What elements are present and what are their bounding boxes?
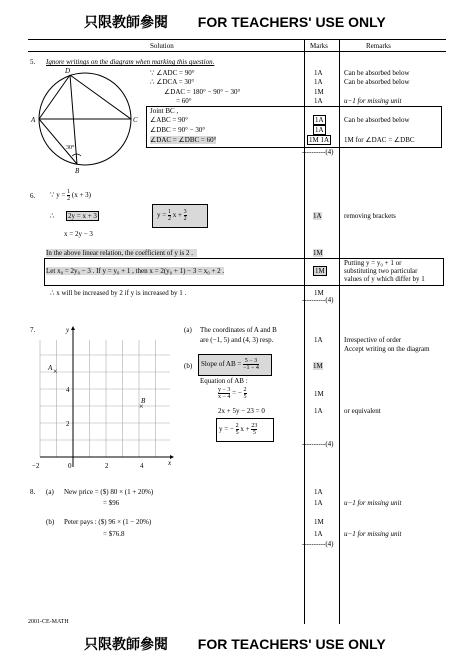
q5-remark-4: u−1 for missing unit: [344, 97, 402, 105]
q5-remark-1: Can be absorbed below: [344, 69, 410, 77]
q5-instruction: Ignore writings on the diagram when marking this question.: [46, 58, 215, 66]
q5-circle-diagram: [30, 66, 142, 176]
point-A-cross: ×: [53, 367, 58, 376]
q6-total: ----------(4): [302, 296, 334, 304]
q7-eq1-lhs: $\frac{y - 3}{x - 4}$: [218, 386, 231, 400]
q5-alt-remark-1: Can be absorbed below: [344, 116, 410, 124]
q7-a-remark-2: Accept writing on the diagram: [344, 345, 430, 353]
q5-alt-line-4-text: ∠DAC = ∠DBC = 60°: [150, 136, 217, 144]
q6-alt-frac-1: $\frac{1}{2}$: [167, 208, 171, 222]
q5-alt-mark-3-box: 1M 1A: [309, 136, 330, 144]
chord-DC: [70, 75, 131, 119]
q8-remark-2: u−1 for missing unit: [344, 530, 402, 538]
q5-alt-line-3: ∠DBC = 90° − 30°: [150, 126, 206, 134]
q6-line-5-text: Let x₀ = 2y₀ − 3 . If y = y₀ + 1 , then x = 2(y₀ + 1) − 3 = x₀ + 2 .: [46, 267, 225, 275]
q6-therefore: ∴: [50, 212, 55, 220]
label-B: B: [75, 167, 80, 175]
q6-remark-1: removing brackets: [344, 212, 396, 220]
q6-mark-3: [313, 267, 327, 275]
q6-number: 6.: [30, 192, 36, 200]
q7-a-remark-1: Irrespective of order: [344, 336, 402, 344]
q5-line-1: ∵ ∠ADC = 90°: [150, 69, 195, 77]
q5-mark-3: 1M: [314, 88, 324, 96]
q5-alt-mark-3: [307, 136, 331, 144]
label-A: A: [31, 116, 36, 124]
q8-remark-1: u−1 for missing unit: [344, 499, 402, 507]
q5-alt-line-2: ∠ABC = 90°: [150, 116, 188, 124]
footer-english: FOR TEACHERS' USE ONLY: [197, 636, 386, 652]
q6-total-value: (4): [325, 296, 334, 304]
q7-slope-mark-val: 1M: [313, 362, 323, 370]
label-D: D: [65, 67, 71, 75]
q7-eq2-remark: or equivalent: [344, 407, 381, 415]
q5-alt-mark-2: [313, 126, 326, 134]
y-axis-arrow: [71, 326, 75, 330]
q8-b-line-2: = $76.8: [103, 530, 125, 538]
q8-mark-1: 1A: [314, 488, 323, 496]
y-tick-2: 2: [66, 420, 70, 428]
q7-graph: [28, 322, 178, 472]
q7-eq3-f2: $\frac{23}{5}$: [251, 422, 258, 436]
q6-mark-2: [313, 249, 323, 257]
q6-mark-1: [313, 212, 322, 220]
q6-line-6: ∴ x will be increased by 2 if y is increased by 1 .: [50, 289, 187, 297]
q5-total-value: (4): [325, 148, 334, 156]
q7-eq3-f1: $\frac{2}{5}$: [235, 422, 239, 436]
q7-a-line-1: The coordinates of A and B: [200, 326, 277, 334]
q7-slope-frac: $\frac{5 - 3}{-1 - 4}$: [243, 357, 259, 371]
table-header-line: [28, 51, 446, 52]
q6-line-1-rhs: (x + 3): [71, 191, 92, 199]
point-B-label: B: [141, 397, 146, 405]
q6-line-4: [46, 249, 197, 257]
q6-mark-2-val: 1M: [313, 249, 323, 257]
q8-mark-3: 1M: [314, 518, 324, 526]
q8-mark-2: 1A: [314, 499, 323, 507]
q8-number: 8.: [30, 488, 36, 496]
q7-slope-mark: [313, 362, 323, 370]
q6-mark-3-box: 1M: [315, 267, 325, 275]
q8-mark-4: 1A: [314, 530, 323, 538]
q7-total: ----------(4): [302, 440, 334, 448]
q5-alt-mark-2-box: 1A: [315, 126, 324, 134]
q8-a-line-2: = $96: [103, 499, 120, 507]
x-tick-2: 2: [105, 462, 109, 470]
x-tick-minus2: −2: [32, 462, 40, 470]
q8-total-value: (4): [325, 540, 334, 548]
q7-total-value: (4): [325, 440, 334, 448]
q5-number: 5.: [30, 58, 36, 66]
q6-remark-2b: substituting two particular: [344, 267, 418, 275]
col-header-marks: Marks: [310, 42, 328, 50]
label-angle: 30°: [66, 145, 75, 151]
q5-alt-remark-3: 1M for ∠DAC = ∠DBC: [344, 136, 415, 144]
q6-line-3: x = 2y − 3: [64, 230, 93, 238]
q7-eq-3: [219, 422, 257, 436]
q7-eq1-eq: = −: [232, 389, 242, 397]
q5-alt-mark-1-box: 1A: [315, 116, 324, 124]
q7-eq2-mark: 1A: [314, 407, 323, 415]
x-tick-0: 0: [68, 462, 72, 470]
q5-alt-line-1: Joint BC ,: [150, 107, 179, 115]
q7-number: 7.: [30, 326, 36, 334]
label-C: C: [133, 116, 138, 124]
q7-eq1-rhs: $\frac{2}{5}$: [243, 386, 247, 400]
q7-eq-1: [218, 386, 247, 400]
grid-lines: [40, 340, 170, 457]
q6-mark-4: 1M: [314, 289, 324, 297]
q6-mark-1-val: 1A: [313, 212, 322, 220]
q8-a-label: (a): [46, 488, 54, 496]
q5-remark-2: Can be absorbed below: [344, 78, 410, 86]
q6-line-5: [46, 267, 224, 275]
x-tick-4: 4: [140, 462, 144, 470]
point-B-cross: ×: [139, 402, 144, 411]
q6-line-1: [50, 188, 91, 202]
header-english: FOR TEACHERS' USE ONLY: [197, 14, 386, 30]
q6-remark-2c: values of y which differ by 1: [344, 275, 425, 283]
header-chinese: 只限教師參閱: [84, 14, 168, 30]
q5-mark-4: 1A: [314, 97, 323, 105]
q6-line-2: [66, 212, 99, 220]
col-header-solution: Solution: [150, 42, 174, 50]
q7-a-mark: 1A: [314, 336, 323, 344]
y-tick-4: 4: [66, 386, 70, 394]
q7-a-label: (a): [184, 326, 192, 334]
q8-b-line-1: Peter pays : ($) 96 × (1 − 20%): [64, 518, 152, 526]
q6-frac-1: $\frac{1}{2}$: [67, 188, 71, 202]
q8-a-line-1: New price = ($) 80 × (1 + 20%): [64, 488, 154, 496]
q6-line-2-alt: [157, 208, 187, 222]
q5-mark-2: 1A: [314, 78, 323, 86]
q5-line-3: ∠DAC = 180° − 90° − 30°: [164, 88, 241, 96]
q7-eq1-mark: 1M: [314, 390, 324, 398]
q7-eq3-lhs: y = −: [219, 425, 234, 433]
q6-line-1-lhs: ∵ y =: [50, 191, 66, 199]
header-top: [84, 12, 386, 32]
q7-eq-2: 2x + 5y − 23 = 0: [218, 407, 265, 415]
chord-AD: [39, 75, 70, 119]
y-axis-label: y: [66, 326, 70, 334]
col-header-remarks: Remarks: [366, 42, 391, 50]
header-bottom: [84, 634, 386, 654]
q5-alt-mark-1: [313, 116, 326, 124]
point-A-label: A: [48, 364, 53, 372]
q6-alt-lhs: y =: [157, 211, 167, 219]
q7-eq3-mid: x +: [240, 425, 250, 433]
q5-mark-1: 1A: [314, 69, 323, 77]
q7-slope-text: Slope of AB =: [201, 360, 242, 368]
x-axis-label: x: [168, 459, 172, 467]
q8-total: ----------(4): [302, 540, 334, 548]
footer-code: 2001-CE-MATH: [28, 619, 69, 625]
q6-line-2-box: 2y = x + 3: [68, 212, 97, 220]
q6-line-4-text: In the above linear relation, the coefficient of y is 2 .: [46, 249, 197, 257]
table-top-line: [28, 39, 446, 40]
q5-line-2: ∴ ∠DCA = 30°: [150, 78, 195, 86]
q5-alt-line-4: [150, 136, 216, 144]
q6-alt-frac-2: $\frac{3}{2}$: [183, 208, 187, 222]
q5-total: ----------(4): [302, 148, 334, 156]
q7-b-label: (b): [184, 362, 193, 370]
q8-b-label: (b): [46, 518, 55, 526]
q5-line-4: = 60°: [176, 97, 192, 105]
q6-remark-2a: Putting y = y₀ + 1 or: [344, 259, 402, 267]
q7-a-line-2: are (−1, 5) and (4, 3) resp.: [200, 336, 274, 344]
q7-slope: [201, 357, 259, 371]
q6-alt-mid: x +: [172, 211, 182, 219]
footer-chinese: 只限教師參閱: [84, 636, 168, 652]
q7-eq-label: Equation of AB :: [200, 377, 248, 385]
